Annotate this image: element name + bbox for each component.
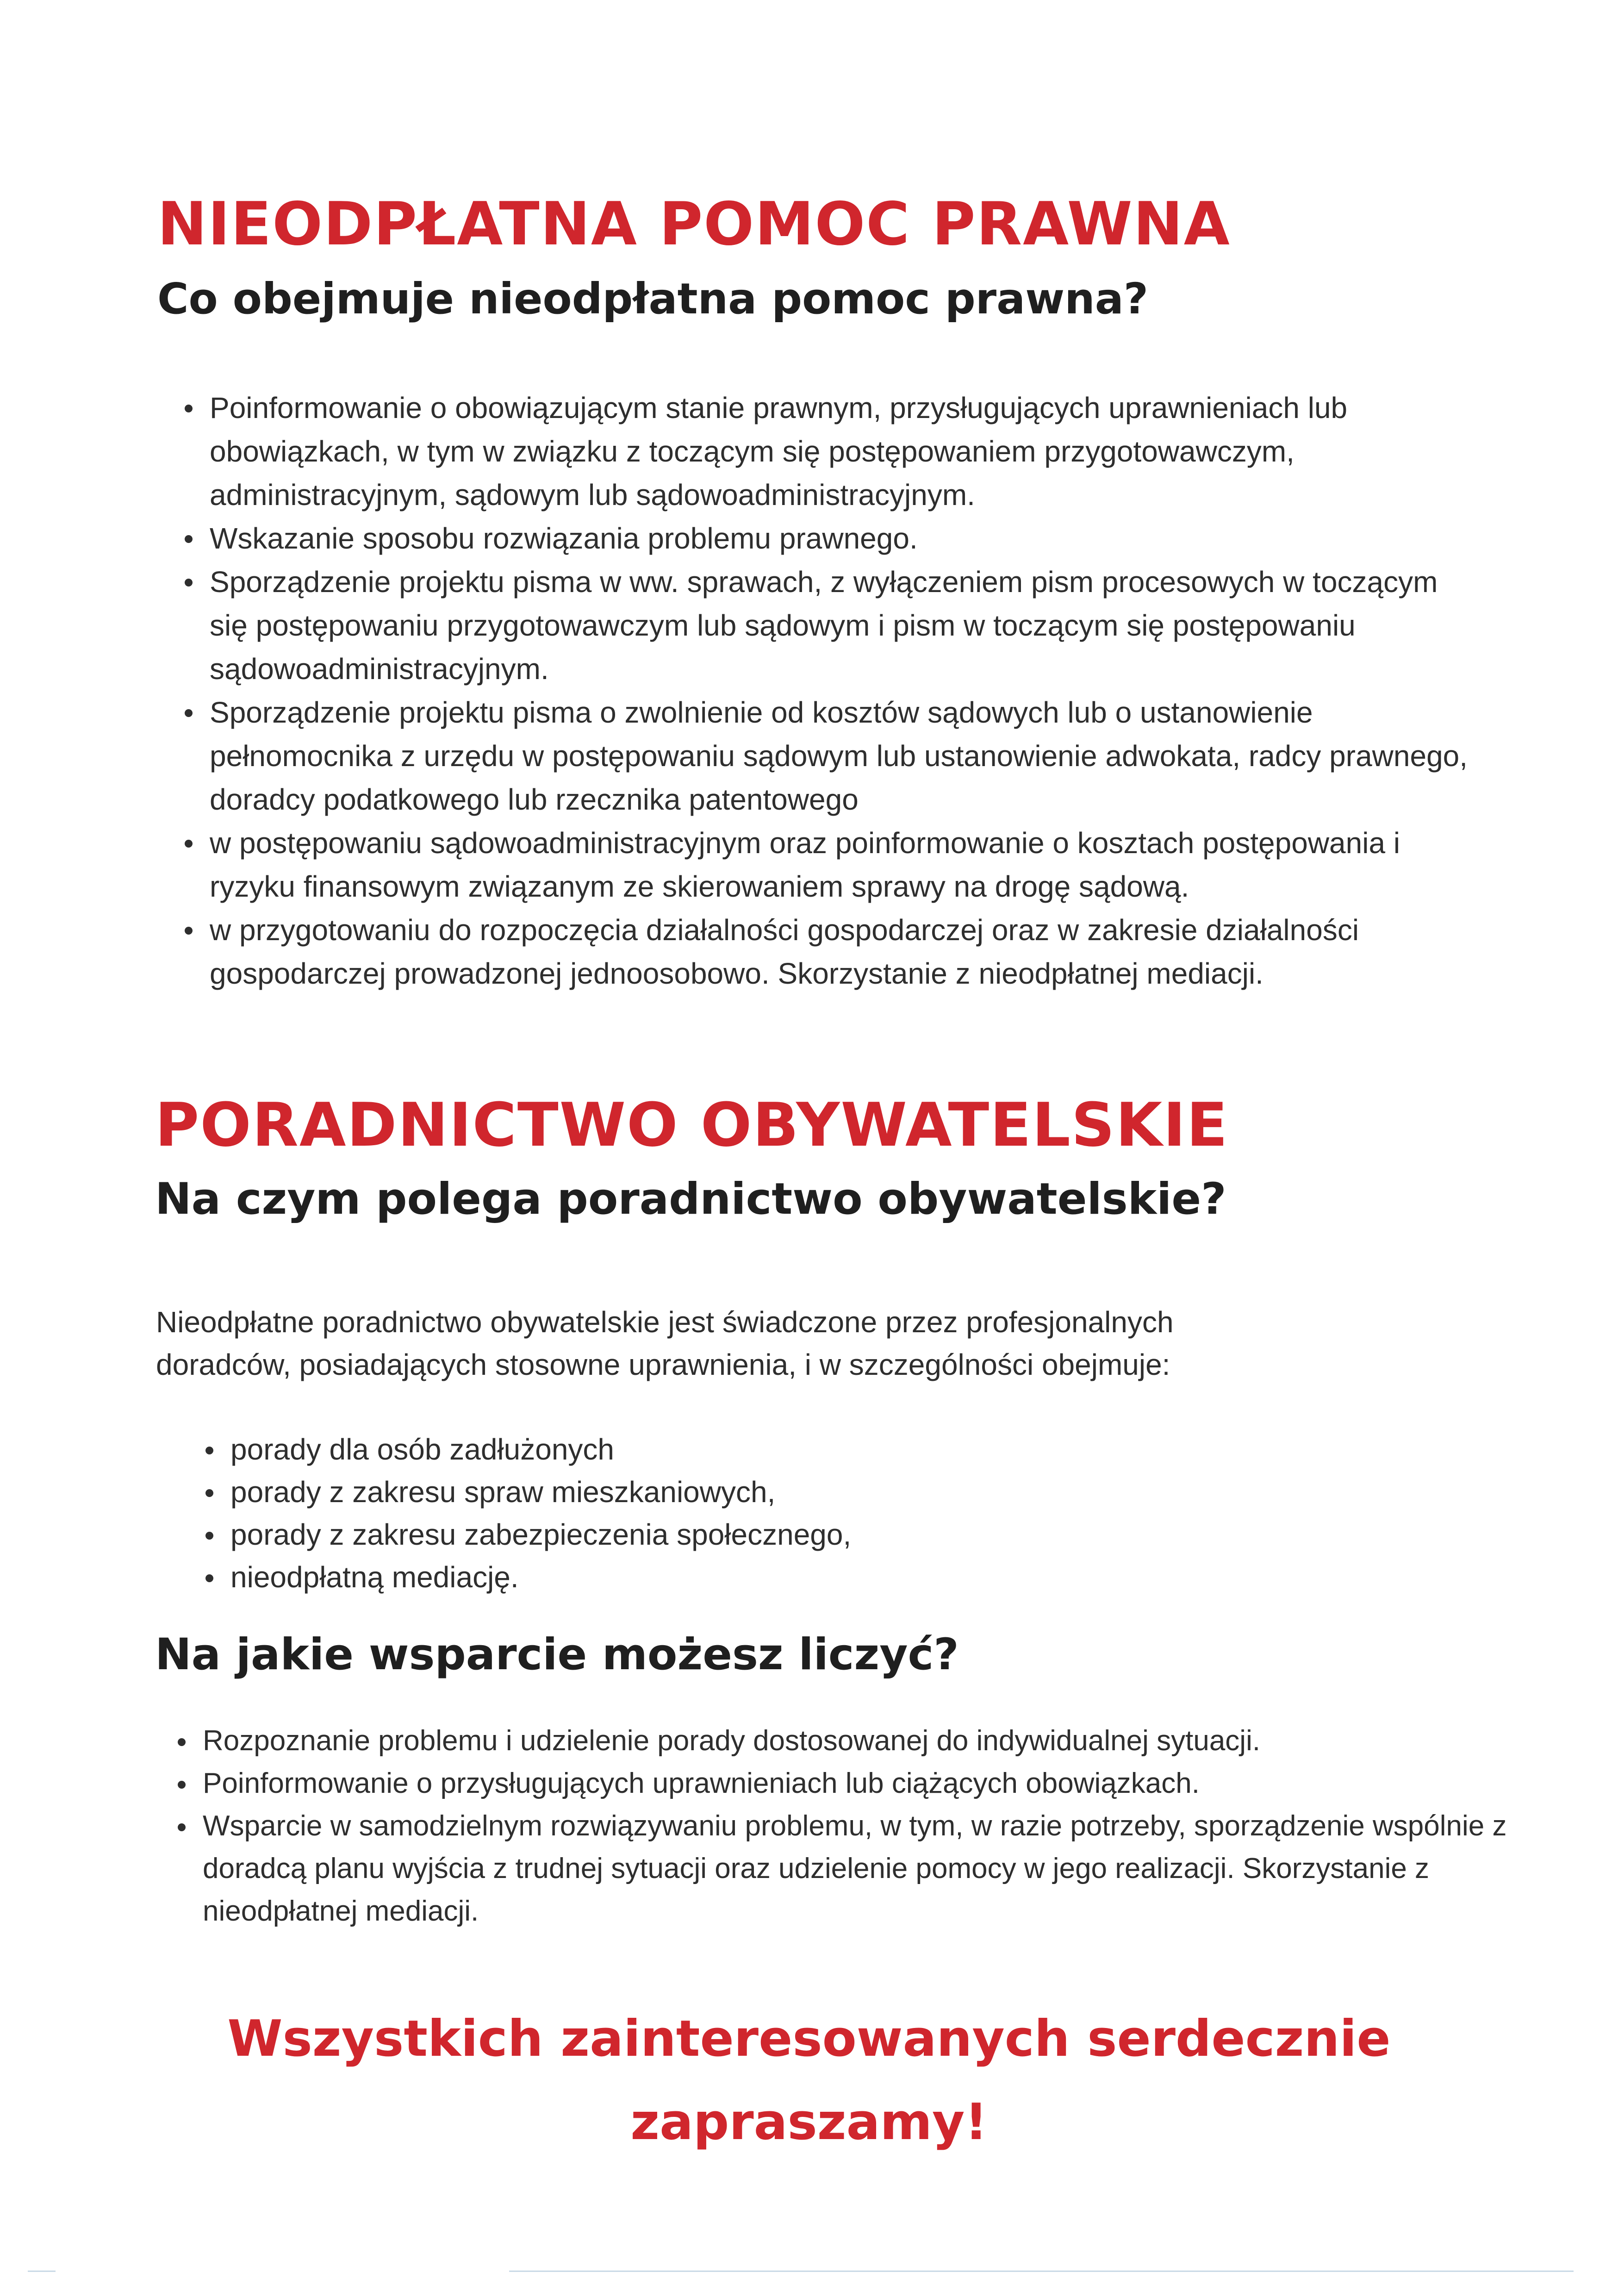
legal-aid-list xyxy=(183,386,1474,995)
list-item: Sporządzenie projektu pisma o zwolnienie od kosztów sądowych lub o ustanowienie pełnomocnika z urzędu w postępowaniu sądowym lub ustanowienie adwokata, radcy prawnego, doradcy podatkowego lub rzecznika patentowego xyxy=(183,691,1474,821)
civic-advice-intro: Nieodpłatne poradnictwo obywatelskie jest świadczone przez profesjonalnych doradców, posiadających stosowne uprawnienia, i w szczególności obejmuje: xyxy=(156,1305,1174,1381)
closing-line-2: zapraszamy! xyxy=(630,2093,988,2151)
civic-advice-title: PORADNICTWO OBYWATELSKIE xyxy=(155,1090,1229,1160)
list-item: Wskazanie sposobu rozwiązania problemu prawnego. xyxy=(183,517,1474,560)
scan-edge-mark xyxy=(28,2271,56,2272)
legal-aid-header xyxy=(157,185,1500,331)
list-item: porady dla osób zadłużonych xyxy=(204,1428,1361,1471)
civic-advice-list xyxy=(204,1428,1361,1598)
closing-invitation xyxy=(139,1997,1479,2164)
list-item: porady z zakresu spraw mieszkaniowych, xyxy=(204,1471,1361,1513)
list-item: w przygotowaniu do rozpoczęcia działalności gospodarczej oraz w zakresie działalności gospodarczej prowadzonej jednoosobowo. Skorzystanie z nieodpłatnej mediacji. xyxy=(183,908,1474,995)
list-item: porady z zakresu zabezpieczenia społecznego, xyxy=(204,1513,1361,1556)
support-subtitle: Na jakie wsparcie możesz liczyć? xyxy=(155,1629,959,1680)
civic-advice-header xyxy=(155,1086,1497,1232)
support-list xyxy=(176,1720,1560,1933)
legal-aid-title: NIEODPŁATNA POMOC PRAWNA xyxy=(157,190,1231,259)
list-item: w postępowaniu sądowoadministracyjnym oraz poinformowanie o kosztach postępowania i ryzyku finansowym związanym ze skierowaniem sprawy na drogę sądową. xyxy=(183,821,1474,908)
civic-advice-subtitle: Na czym polega poradnictwo obywatelskie? xyxy=(155,1174,1226,1224)
list-item: Poinformowanie o przysługujących uprawnieniach lub ciążących obowiązkach. xyxy=(176,1762,1560,1805)
list-item: Wsparcie w samodzielnym rozwiązywaniu problemu, w tym, w razie potrzeby, sporządzenie wspólnie z doradcą planu wyjścia z trudnej sytuacji oraz udzielenie pomocy w jego realizacji. Skorzystanie z nieodpłatnej mediacji. xyxy=(176,1805,1560,1933)
list-item: Rozpoznanie problemu i udzielenie porady dostosowanej do indywidualnej sytuacji. xyxy=(176,1720,1560,1762)
list-item: Sporządzenie projektu pisma w ww. sprawach, z wyłączeniem pism procesowych w toczącym się postępowaniu przygotowawczym lub sądowym i pism w toczącym się postępowaniu sądowoadministracyjnym. xyxy=(183,560,1474,691)
closing-line-1: Wszystkich zainteresowanych serdecznie xyxy=(227,2010,1391,2068)
list-item: Poinformowanie o obowiązującym stanie prawnym, przysługujących uprawnieniach lub obowiązkach, w tym w związku z toczącym się postępowaniem przygotowawczym, administracyjnym, sądowym lub sądowoadministracyjnym. xyxy=(183,386,1474,517)
legal-aid-subtitle: Co obejmuje nieodpłatna pomoc prawna? xyxy=(157,274,1149,324)
list-item: nieodpłatną mediację. xyxy=(204,1556,1361,1598)
scan-edge-line xyxy=(509,2271,1574,2272)
